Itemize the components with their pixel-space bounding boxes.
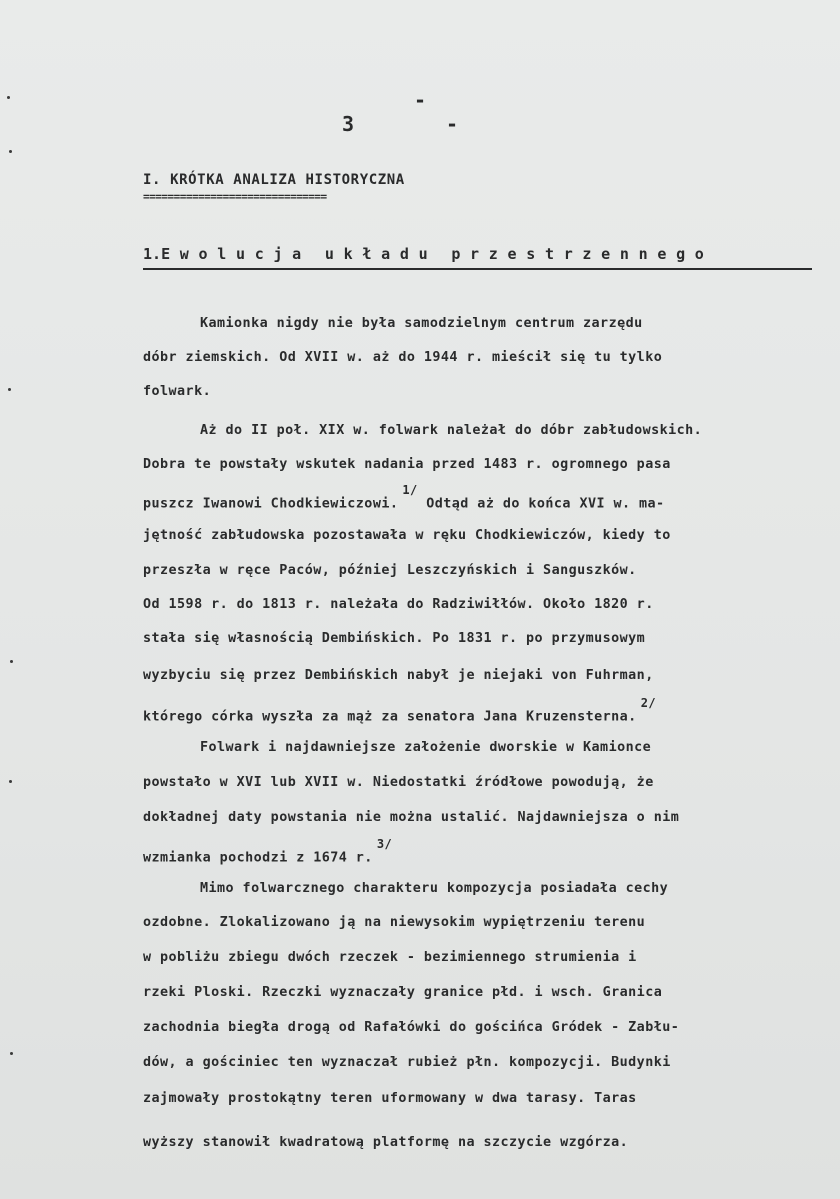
text-segment: którego córka wyszła za mąż za senatora Jana Kruzensterna.: [143, 709, 637, 725]
text-line: powstało w XVI lub XVII w. Niedostatki źródłowe powodują, że: [143, 775, 654, 790]
text-segment: wzmianka pochodzi z 1674 r.: [143, 850, 373, 866]
text-line: dóbr ziemskich. Od XVII w. aż do 1944 r. mieścił się tu tylko: [143, 350, 663, 365]
text-line: Od 1598 r. do 1813 r. należała do Radziwiłłów. Około 1820 r.: [143, 597, 654, 612]
text-line: jętność zabłudowska pozostawała w ręku Chodkiewiczów, kiedy to: [143, 528, 671, 543]
subsection-word: układu: [324, 245, 438, 263]
subsection-word: przestrzennego: [451, 245, 714, 263]
text-line: Mimo folwarcznego charakteru kompozycja posiadała cechy: [200, 881, 669, 896]
punch-mark: [10, 1052, 13, 1055]
punch-mark: [8, 388, 11, 391]
text-line: Kamionka nigdy nie była samodzielnym centrum zarzędu: [200, 316, 643, 331]
section-heading: I. KRÓTKA ANALIZA HISTORYCZNA: [143, 172, 405, 188]
text-line: [143, 483, 665, 512]
text-segment: Odtąd aż do końca XVI w. ma-: [426, 496, 665, 512]
subsection-word: Ewolucja: [161, 245, 311, 263]
text-line: Folwark i najdawniejsze założenie dworskie w Kamionce: [200, 740, 652, 755]
text-line: stała się własnością Dembińskich. Po 1831 r. po przymusowym: [143, 631, 646, 646]
text-segment: puszcz Iwanowi Chodkiewiczowi.: [143, 496, 399, 512]
punch-mark: [9, 780, 12, 783]
text-line: przeszła w ręce Paców, później Leszczyńskich i Sanguszków.: [143, 563, 637, 578]
text-line: zajmowały prostokątny teren uformowany w dwa tarasy. Taras: [143, 1091, 637, 1106]
punch-mark: [9, 150, 12, 153]
subsection-number: 1.: [143, 245, 162, 263]
text-line: dokładnej daty powstania nie można ustalić. Najdawniejsza o nim: [143, 810, 680, 825]
text-line: rzeki Ploski. Rzeczki wyznaczały granice płd. i wsch. Granica: [143, 985, 663, 1000]
text-line: zachodnia biegła drogą od Rafałówki do gościńca Gródek - Zabłu-: [143, 1020, 680, 1035]
text-line: Dobra te powstały wskutek nadania przed 1483 r. ogromnego pasa: [143, 457, 671, 472]
text-line: wyzbyciu się przez Dembińskich nabył je niejaki von Fuhrman,: [143, 668, 654, 683]
text-line: dów, a gościniec ten wyznaczał rubież płn. kompozycji. Budynki: [143, 1055, 671, 1070]
punch-mark: [10, 660, 13, 663]
text-line: [143, 696, 657, 725]
footnote-marker: 1/: [402, 483, 418, 497]
text-line: Aż do II poł. XIX w. folwark należał do dóbr zabłudowskich.: [200, 423, 703, 438]
subsection-heading: [143, 245, 714, 263]
page-number: - 3 -: [341, 88, 499, 136]
text-line: wyższy stanowił kwadratową platformę na szczycie wzgórza.: [143, 1135, 629, 1150]
text-line: w pobliżu zbiegu dwóch rzeczek - bezimiennego strumienia i: [143, 950, 637, 965]
text-line: ozdobne. Zlokalizowano ją na niewysokim wypiętrzeniu terenu: [143, 915, 646, 930]
footnote-marker: 3/: [376, 837, 393, 851]
text-line: [143, 837, 393, 866]
text-line: folwark.: [143, 384, 212, 399]
punch-mark: [7, 96, 10, 99]
subsection-underline: [143, 268, 812, 270]
heading-underline: ==============================: [143, 190, 327, 203]
footnote-marker: 2/: [640, 696, 657, 710]
